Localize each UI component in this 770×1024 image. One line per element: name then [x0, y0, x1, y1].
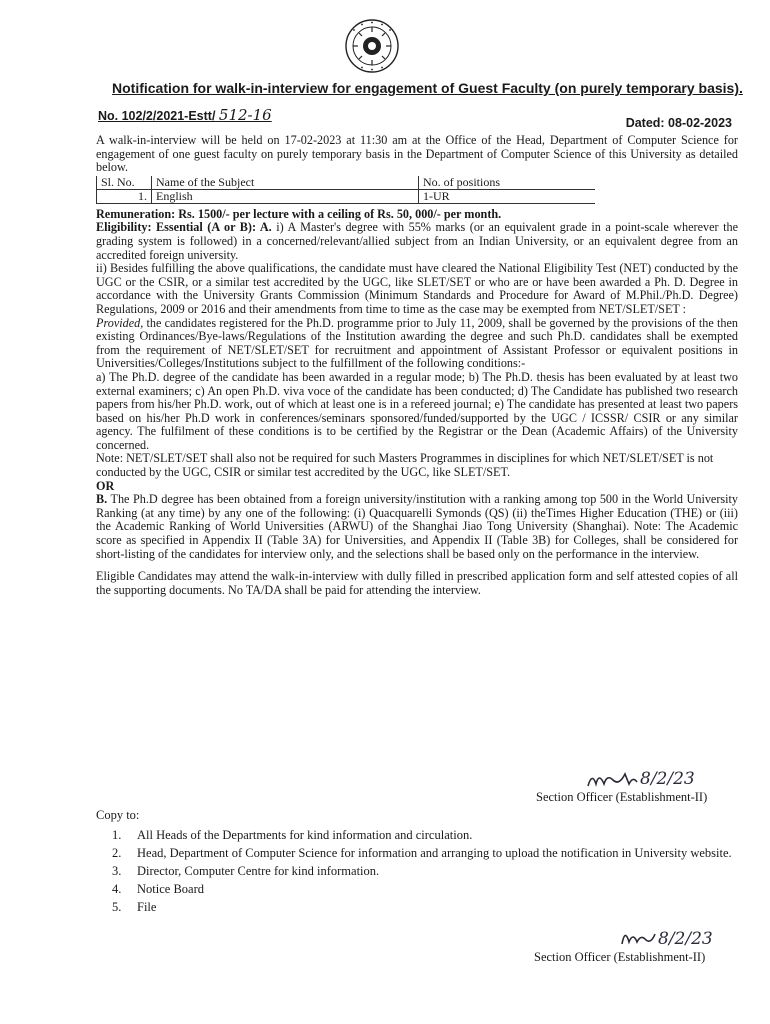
column-header: No. of positions — [419, 176, 596, 190]
list-number: 5. — [112, 900, 122, 914]
intro-paragraph: A walk-in-interview will be held on 17-02-2023 at 11:30 am at the Office of the Head, Department of Computer Science for engagement of one guest faculty on purely temporary basis in the Department of Computer Science of this University as detailed below. — [96, 133, 738, 175]
eligibility-b-label: B. — [96, 492, 108, 507]
list-text: Head, Department of Computer Science for information and arranging to upload the notification in University website. — [137, 846, 732, 860]
reference-number — [98, 106, 272, 124]
table-cell: 1. — [97, 189, 152, 203]
list-item — [112, 862, 732, 880]
copy-to-label: Copy to: — [96, 808, 140, 822]
table-header-row — [97, 176, 596, 190]
reference-number-text: No. 102/2/2021-Estt/ — [98, 109, 216, 123]
remuneration: Remuneration: Rs. 1500/- per lecture with a ceiling of Rs. 50, 000/- per month. — [96, 206, 502, 221]
eligibility-a-i-text: i) A Master's degree with 55% marks (or an equivalent grade in a point-scale wherever the grading system is followed) in a concerned/relevant/allied subject from an Indian University, or an equivalent degree from an accredited foreign university. — [96, 220, 738, 262]
list-text: File — [137, 900, 157, 914]
notification-date: Dated: 08-02-2023 — [625, 116, 732, 130]
notification-body — [96, 134, 738, 597]
subjects-table — [96, 176, 595, 204]
notification-title: Notification for walk-in-interview for engagement of Guest Faculty (on purely temporary basis). — [112, 80, 743, 96]
eligibility-note: Note: NET/SLET/SET shall also not be required for such Masters Programmes in disciplines for which NET/SLET/SET is not conducted by the UGC, CSIR or similar test accredited by the UGC, like SLET/SET. — [96, 451, 714, 480]
university-seal-icon — [344, 18, 400, 74]
provided-word: Provided, — [96, 315, 144, 330]
eligibility-a-i — [96, 221, 738, 262]
closing-paragraph: Eligible Candidates may attend the walk-in-interview with dully filled in prescribed application form and self attested copies of all the supporting documents. No TA/DA shall be paid for attending the interview. — [96, 569, 738, 597]
table-cell: 1-UR — [419, 189, 596, 203]
reference-handwritten: 512-16 — [218, 106, 272, 124]
eligibility-heading: Eligibility: Essential (A or B): A. — [96, 220, 272, 235]
eligibility-b-text: The Ph.D degree has been obtained from a foreign university/institution with a ranking among top 500 in the World University Ranking (at any time) by any one of the following: (i) Quacquarelli Symonds (QS) (ii) theTimes Higher Education (THE) or (iii) the Academic Ranking of World Universities (ARWU) of the Shanghai Jiao Tong University (Shanghai). Note: The Academic score as specified in Appendix II (Table 3A) for Universities, and Appendix II (Table 3B) for Colleges, shall be considered for short-listing of the candidates for interview only, and the selections shall be based only on the performance in the interview. — [96, 492, 739, 561]
or-separator: OR — [96, 478, 115, 493]
signature-2-date: 8/2/23 — [658, 929, 713, 949]
signature-1-date: 8/2/23 — [640, 769, 695, 789]
table-cell: English — [152, 189, 419, 203]
list-text: Notice Board — [137, 882, 204, 896]
eligibility-a-ii: ii) Besides fulfilling the above qualifications, the candidate must have cleared the National Eligibility Test (NET) conducted by the UGC or the CSIR, or a similar test accredited by the UGC, like SLET/SET or who are or have been awarded a Ph. D. Degree in accordance with the University Grants Commission (Minimum Standards and Procedure for Award of M.Phil./Ph.D. Degree) Regulations, 2009 or 2016 and their amendments from time to time as the case may be exempted from NET/SLET/SET : — [96, 261, 738, 316]
signature-2 — [618, 914, 758, 954]
eligibility-b — [96, 493, 738, 561]
list-number: 2. — [112, 846, 122, 860]
list-number: 1. — [112, 828, 122, 842]
eligibility-conditions: a) The Ph.D. degree of the candidate has been awarded in a regular mode; b) The Ph.D. thesis has been evaluated by at least two external examiners; c) An open Ph.D. viva voce of the candidate has been conducted; d) The Candidate has published two research papers from his/her Ph.D. work, out of which at least one is in a refereed journal; e) The candidate has presented at least two papers based on his/her Ph.D work in conferences/seminars sponsored/funded/supported by the UGC / ICSSR/ CSIR or any similar agency. The fulfilment of these conditions is to be certified by the Registrar or the Dean (Academic Affairs) of the University concerned. — [96, 369, 738, 452]
list-number: 4. — [112, 882, 122, 896]
section-officer-designation: Section Officer (Establishment-II) — [536, 790, 708, 804]
column-header: Sl. No. — [97, 176, 152, 190]
provided-text: the candidates registered for the Ph.D. programme prior to July 11, 2009, shall be governed by the provisions of the then existing Ordinances/Bye-laws/Regulations of the Institution awarding the degree and such Ph.D. candidates shall be exempted from the requirement of NET/SLET/SET for recruitment and appointment of Assistant Professor or equivalent positions in Universities/Colleges/Institutions subject to the fulfillment of the following conditions:- — [96, 315, 739, 371]
list-text: Director, Computer Centre for kind information. — [137, 864, 380, 878]
eligibility-provided — [96, 317, 738, 371]
list-item — [112, 844, 732, 862]
list-number: 3. — [112, 864, 122, 878]
table-row — [97, 189, 596, 203]
column-header: Name of the Subject — [152, 176, 419, 190]
list-item — [112, 880, 732, 898]
copy-to-list — [112, 826, 732, 916]
list-text: All Heads of the Departments for kind information and circulation. — [137, 828, 473, 842]
list-item — [112, 826, 732, 844]
section-officer-designation-2: Section Officer (Establishment-II) — [534, 950, 706, 964]
